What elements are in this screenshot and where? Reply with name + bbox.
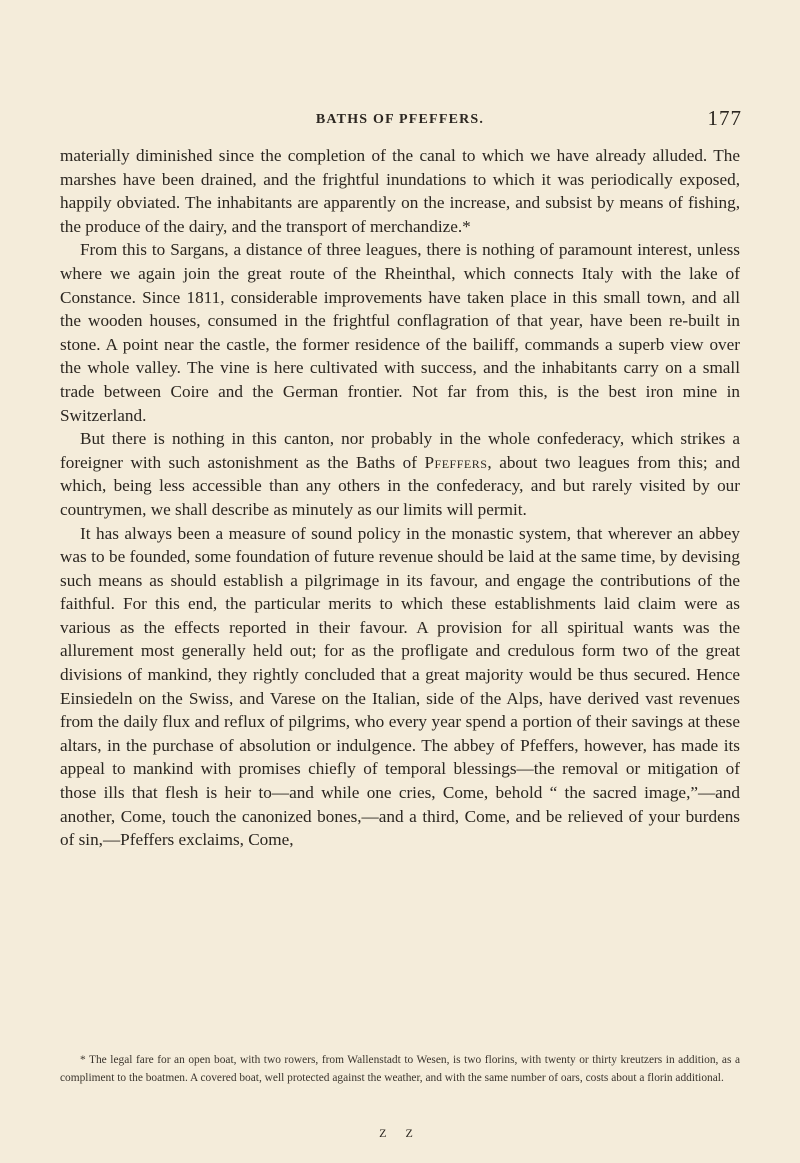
- page-header: [60, 106, 742, 134]
- paragraph-text-start: But there is nothing in this canton, nor probably in the whole confederacy, which strikes a foreigner with such astonishment as the Baths of: [60, 429, 740, 472]
- footnote-text: * The legal fare for an open boat, with two rowers, from Wallenstadt to Wesen, is two florins, with twenty or thirty kreutzers in addition, as a compliment to the boatmen. A covered boat, well protected against the weather, and with the same number of oars, costs about a florin additional.: [60, 1054, 740, 1084]
- paragraph-text-end: , about two leagues from this; and which, being less accessible than any others in the confederacy, and but rarely visited by our countrymen, we shall describe as minutely as our limits will permit.: [60, 452, 740, 519]
- paragraph-continued: materially diminished since the completion of the canal to which we have already alluded. The marshes have been drained, and the frightful inundations to which it was periodically exposed, happily obviated. The inhabitants are apparently on the increase, and subsist by means of fishing, the produce of the dairy, and the transport of merchandize.*: [60, 146, 740, 236]
- paragraph-monastic-system: It has always been a measure of sound policy in the monastic system, that wherever an abbey was to be founded, some foundation of future revenue should be laid at the same time, by devising such means as should establish a pilgrimage in its favour, and engage the contributions of the faithful. For this end, the particular merits to which these establishments laid claim were as various as the effects reported in their favour. A provision for all spiritual wants was the allurement most generally held out; for as the profligate and credulous form two of the great divisions of mankind, they rightly concluded that a great majority would be thus secured. Hence Einsiedeln on the Swiss, and Varese on the Italian, side of the Alps, have derived vast revenues from the daily flux and reflux of pilgrims, who every year spend a portion of their savings at these altars, in the purchase of absolution or indulgence. The abbey of Pfeffers, however, has made its appeal to mankind with promises chiefly of temporal blessings—the removal or mitigation of those ills that flesh is heir to—and while one cries, Come, behold “ the sacred image,”—and another, Come, touch the canonized bones,—and a third, Come, and be relieved of your burdens of sin,—Pfeffers exclaims, Come,: [60, 523, 740, 850]
- printer-signature-mark: Z Z: [379, 1126, 421, 1140]
- pfeffers-small-caps: Pfeffers: [424, 452, 488, 472]
- main-text: [60, 144, 740, 852]
- paragraph-sargans: From this to Sargans, a distance of three leagues, there is nothing of paramount interest, unless where we again join the great route of the Rheinthal, which connects Italy with the lake of Constance. Since 1811, considerable improvements have taken place in this small town, and all the wooden houses, consumed in the frightful conflagration of that year, have been re-built in stone. A point near the castle, the former residence of the bailiff, commands a superb view over the whole valley. The vine is here cultivated with success, and the inhabitants carry on a small trade between Coire and the German frontier. Not far from this, is the best iron mine in Switzerland.: [60, 240, 740, 425]
- paragraph-baths-of-pfeffers: [60, 427, 740, 521]
- footnote: [60, 1052, 740, 1087]
- running-head: BATHS OF PFEFFERS.: [315, 112, 485, 127]
- page-number: 177: [707, 106, 742, 130]
